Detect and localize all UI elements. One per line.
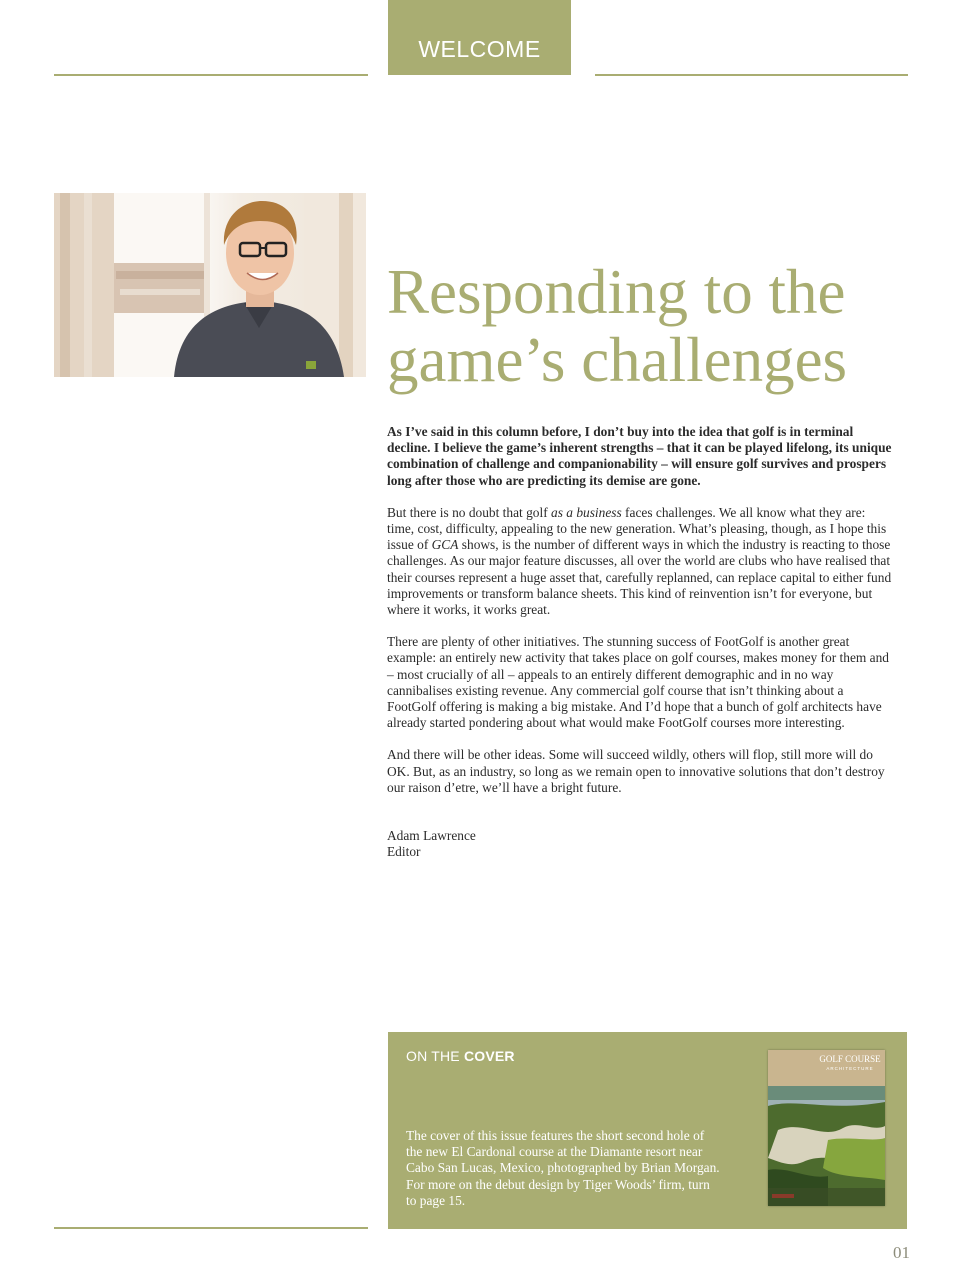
p2-emphasis-gca: GCA (431, 537, 459, 553)
cover-masthead-1: GOLF COURSE (819, 1054, 881, 1064)
footer-rule-left (54, 1227, 368, 1229)
header-rule-left (54, 74, 368, 76)
editor-portrait-photo (54, 193, 366, 377)
article-paragraph-4: And there will be other ideas. Some will succeed wildly, others will flop, still more will do OK. But, as an industry, so long as we remain open to innovative solutions that don’t destroy our raison d’etre, we’ll have a bright future. (387, 747, 885, 795)
article-lede: As I’ve said in this column before, I don’t buy into the idea that golf is in terminal decline. I believe the game’s inherent strengths – that it can be played lifelong, its unique combination of challenge and companionability – will ensure golf survives and prospers long after those who are predicting its demise are gone. (387, 424, 892, 488)
cover-heading-light: ON THE (406, 1048, 464, 1064)
article-body (387, 424, 893, 860)
p2-text-a: But there is no doubt that golf (387, 504, 552, 520)
cover-description: The cover of this issue features the short second hole of the new El Cardonal course at the Diamante resort near Cabo San Lucas, Mexico, photographed by Brian Morgan. For more on the debut design by Tiger Woods’ firm, turn to page 15. (406, 1128, 720, 1208)
author-title: Editor (387, 844, 421, 860)
page-number: 01 (893, 1243, 910, 1262)
header-rule-right (595, 74, 908, 76)
cover-masthead-2: ARCHITECTURE (826, 1066, 874, 1071)
article-headline: Responding to the game’s challenges (387, 257, 848, 395)
on-the-cover-box (388, 1032, 907, 1229)
p2-text-e: shows, is the number of different ways in which the industry is reacting to those challenges. As our major feature discusses, all over the world are clubs who have realised that their courses represent a huge asset that, carefully replanned, can replace capital to either fund improvements or transform balance sheets. This kind of reinvention isn’t for everyone, but where it works, it works great. (387, 537, 892, 618)
p2-text-c: faces challenges. We all know what they are: time, cost, difficulty, appealing to the new generation. What’s pleasing, though, as I hope this issue of (387, 504, 887, 553)
article-signoff (387, 828, 893, 860)
section-tab (388, 0, 571, 75)
section-label: WELCOME (418, 36, 541, 62)
author-name: Adam Lawrence (387, 828, 476, 844)
article-paragraph-3: There are plenty of other initiatives. The stunning success of FootGolf is another great example: an entirely new activity that takes place on golf courses, makes money for them and – most crucially of all – appeals to an entirely different demographic and in no way cannibalises existing revenue. Any commercial golf course that isn’t thinking about a FootGolf offering is making a big mistake. And I’d hope that a bunch of golf architects have already started pondering about what would make FootGolf courses more interesting. (387, 634, 889, 731)
cover-heading-bold: COVER (463, 1048, 515, 1064)
cover-heading (406, 1048, 515, 1064)
article-paragraph-2 (387, 505, 893, 618)
p2-emphasis-business: as a business (551, 504, 622, 520)
magazine-cover-thumbnail (768, 1050, 885, 1206)
